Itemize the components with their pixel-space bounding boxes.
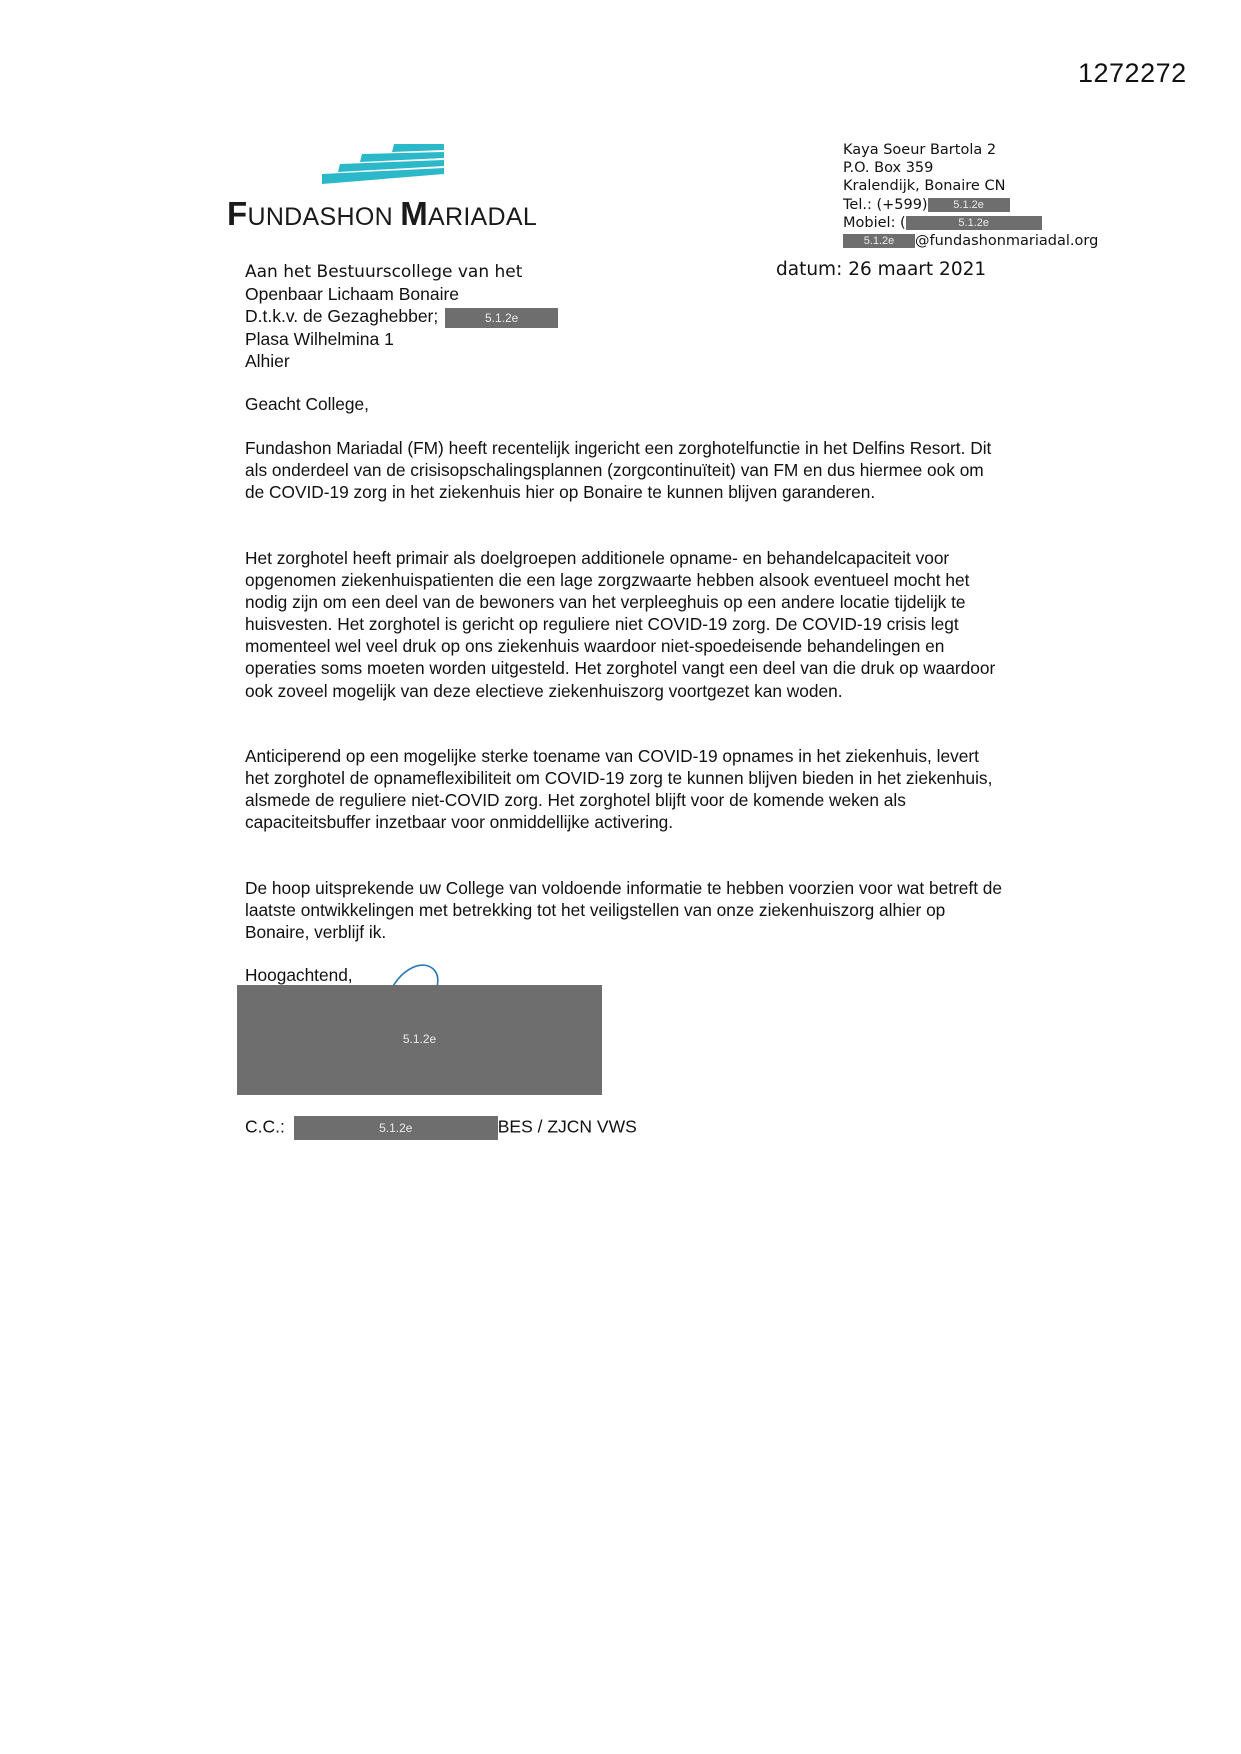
sender-mobile: Mobiel: ( 5.1.2e — [843, 214, 1098, 232]
redaction-label: 5.1.2e — [402, 1032, 437, 1046]
cc-line: C.C.: 5.1.2e BES / ZJCN VWS — [245, 1116, 637, 1140]
sender-street: Kaya Soeur Bartola 2 — [843, 142, 997, 158]
recipient-line: Openbaar Lichaam Bonaire — [245, 284, 460, 305]
redaction-box: 5.1.2e — [843, 234, 915, 248]
recipient-line: D.t.k.v. de Gezaghebber; 5.1.2e — [245, 305, 558, 327]
letter-date: datum: 26 maart 2021 — [776, 259, 987, 280]
redaction-box: 5.1.2e — [445, 308, 558, 328]
recipient-line: Alhier — [245, 350, 290, 371]
salutation: Geacht College, — [245, 394, 369, 414]
recipient-line: Aan het Bestuurscollege van het — [245, 262, 523, 282]
logo-wordmark: FUNDASHON MARIADAL — [227, 195, 538, 232]
body-paragraph: Anticiperend op een mogelijke sterke toename van COVID-19 opnames in het ziekenhuis, levert het zorghotel de opnameflexibiliteit om COVID-19 zorg te kunnen blijven bieden in het ziekenhuis, alsmede de reguliere niet-COVID zorg. Het zorghotel blijft voor de komende weken als capaciteitsbuffer inzetbaar voor onmiddellijke activering. — [245, 746, 993, 833]
sender-po-box: P.O. Box 359 — [843, 160, 934, 177]
logo-stripes-icon — [322, 144, 450, 186]
sender-address — [843, 141, 1098, 250]
closing: Hoogachtend, — [245, 965, 353, 985]
redaction-box: 5.1.2e — [906, 216, 1042, 230]
sender-email: 5.1.2e @fundashonmariadal.org — [843, 232, 1098, 250]
body-paragraph: Het zorghotel heeft primair als doelgroepen additionele opname- en behandelcapaciteit voor opgenomen ziekenhuispatienten die een lage zorgzwaarte hebben alsook eventueel mocht het nodig zijn om een deel van de bewoners van het verpleeghuis op een andere locatie tijdelijk te huisvesten. Het zorghotel is gericht op reguliere niet COVID-19 zorg. De COVID-19 crisis legt momenteel wel veel druk op ons ziekenhuis waardoor niet-spoedeisende behandelingen en operaties soms moeten worden uitgesteld. Het zorghotel vangt een deel van die druk op waardoor ook zoveel mogelijk van deze electieve ziekenhuiszorg voortgezet kan woden. — [245, 548, 996, 701]
redaction-box: 5.1.2e — [294, 1116, 498, 1140]
sender-tel: Tel.: (+599) 5.1.2e — [843, 196, 1098, 214]
redaction-box: 5.1.2e — [928, 198, 1010, 212]
body-paragraph: Fundashon Mariadal (FM) heeft recentelijk ingericht een zorghotelfunctie in het Delfins Resort. Dit als onderdeel van de crisisopschalingsplannen (zorgcontinuïteit) van FM en dus hiermee ook om de COVID-19 zorg in het ziekenhuis hier op Bonaire te kunnen blijven garanderen. — [245, 438, 992, 503]
recipient-address — [245, 261, 558, 372]
recipient-line: Plasa Wilhelmina 1 — [245, 328, 394, 349]
body-paragraph: De hoop uitsprekende uw College van voldoende informatie te hebben voorzien voor wat betreft de laatste ontwikkelingen met betrekking tot het veiligstellen van onze ziekenhuiszorg alhier op Bonaire, verblijf ik. — [245, 878, 1003, 943]
sender-city: Kralendijk, Bonaire CN — [843, 178, 1006, 195]
document-number: 1272272 — [1078, 58, 1187, 88]
